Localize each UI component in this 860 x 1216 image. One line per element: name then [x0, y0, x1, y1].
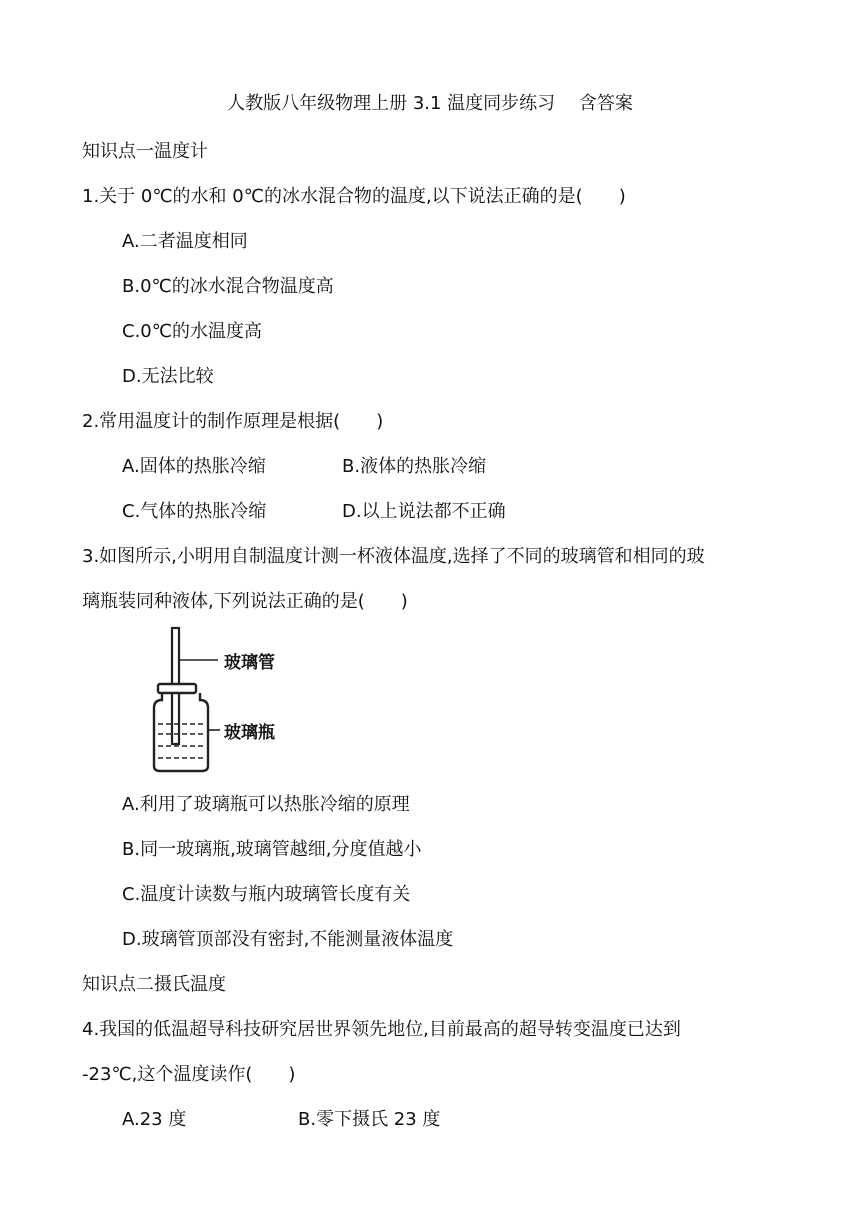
section-heading-celsius: 知识点二摄氏温度 — [82, 974, 226, 995]
question-4-stem-line-1: 4.我国的低温超导科技研究居世界领先地位,目前最高的超导转变温度已达到 — [82, 1019, 681, 1040]
question-4-option-a: A.23 度 — [122, 1109, 187, 1130]
thermometer-figure — [128, 626, 298, 776]
question-3-option-a: A.利用了玻璃瓶可以热胀冷缩的原理 — [122, 794, 410, 815]
label-glass-bottle: 玻璃瓶 — [224, 723, 275, 743]
question-3-option-d: D.玻璃管顶部没有密封,不能测量液体温度 — [122, 929, 454, 950]
label-glass-tube: 玻璃管 — [224, 653, 275, 673]
question-2-stem: 2.常用温度计的制作原理是根据( ) — [82, 411, 384, 432]
glass-bottle — [154, 693, 208, 771]
question-1-stem: 1.关于 0℃的水和 0℃的冰水混合物的温度,以下说法正确的是( ) — [82, 186, 626, 207]
question-2-option-c: C.气体的热胀冷缩 — [122, 501, 267, 522]
page-title: 人教版八年级物理上册 3.1 温度同步练习 含答案 — [227, 93, 633, 114]
question-3-stem-line-1: 3.如图所示,小明用自制温度计测一杯液体温度,选择了不同的玻璃管和相同的玻 — [82, 546, 705, 567]
question-1-option-b: B.0℃的冰水混合物温度高 — [122, 276, 334, 297]
question-2-option-a: A.固体的热胀冷缩 — [122, 456, 266, 477]
question-3-option-c: C.温度计读数与瓶内玻璃管长度有关 — [122, 884, 411, 905]
question-1-option-a: A.二者温度相同 — [122, 231, 248, 252]
liquid-level-lines — [158, 724, 204, 758]
question-1-option-c: C.0℃的水温度高 — [122, 321, 262, 342]
question-1-option-d: D.无法比较 — [122, 366, 214, 387]
question-2-option-b: B.液体的热胀冷缩 — [342, 456, 487, 477]
bottle-stopper — [158, 684, 196, 693]
question-4-option-b: B.零下摄氏 23 度 — [298, 1109, 441, 1130]
question-3-option-b: B.同一玻璃瓶,玻璃管越细,分度值越小 — [122, 839, 422, 860]
section-heading-thermometer: 知识点一温度计 — [82, 141, 208, 162]
question-2-option-d: D.以上说法都不正确 — [342, 501, 506, 522]
question-4-stem-line-2: -23℃,这个温度读作( ) — [82, 1064, 296, 1085]
question-3-stem-line-2: 璃瓶装同种液体,下列说法正确的是( ) — [82, 591, 408, 612]
bottle-and-tube-diagram — [128, 626, 298, 776]
